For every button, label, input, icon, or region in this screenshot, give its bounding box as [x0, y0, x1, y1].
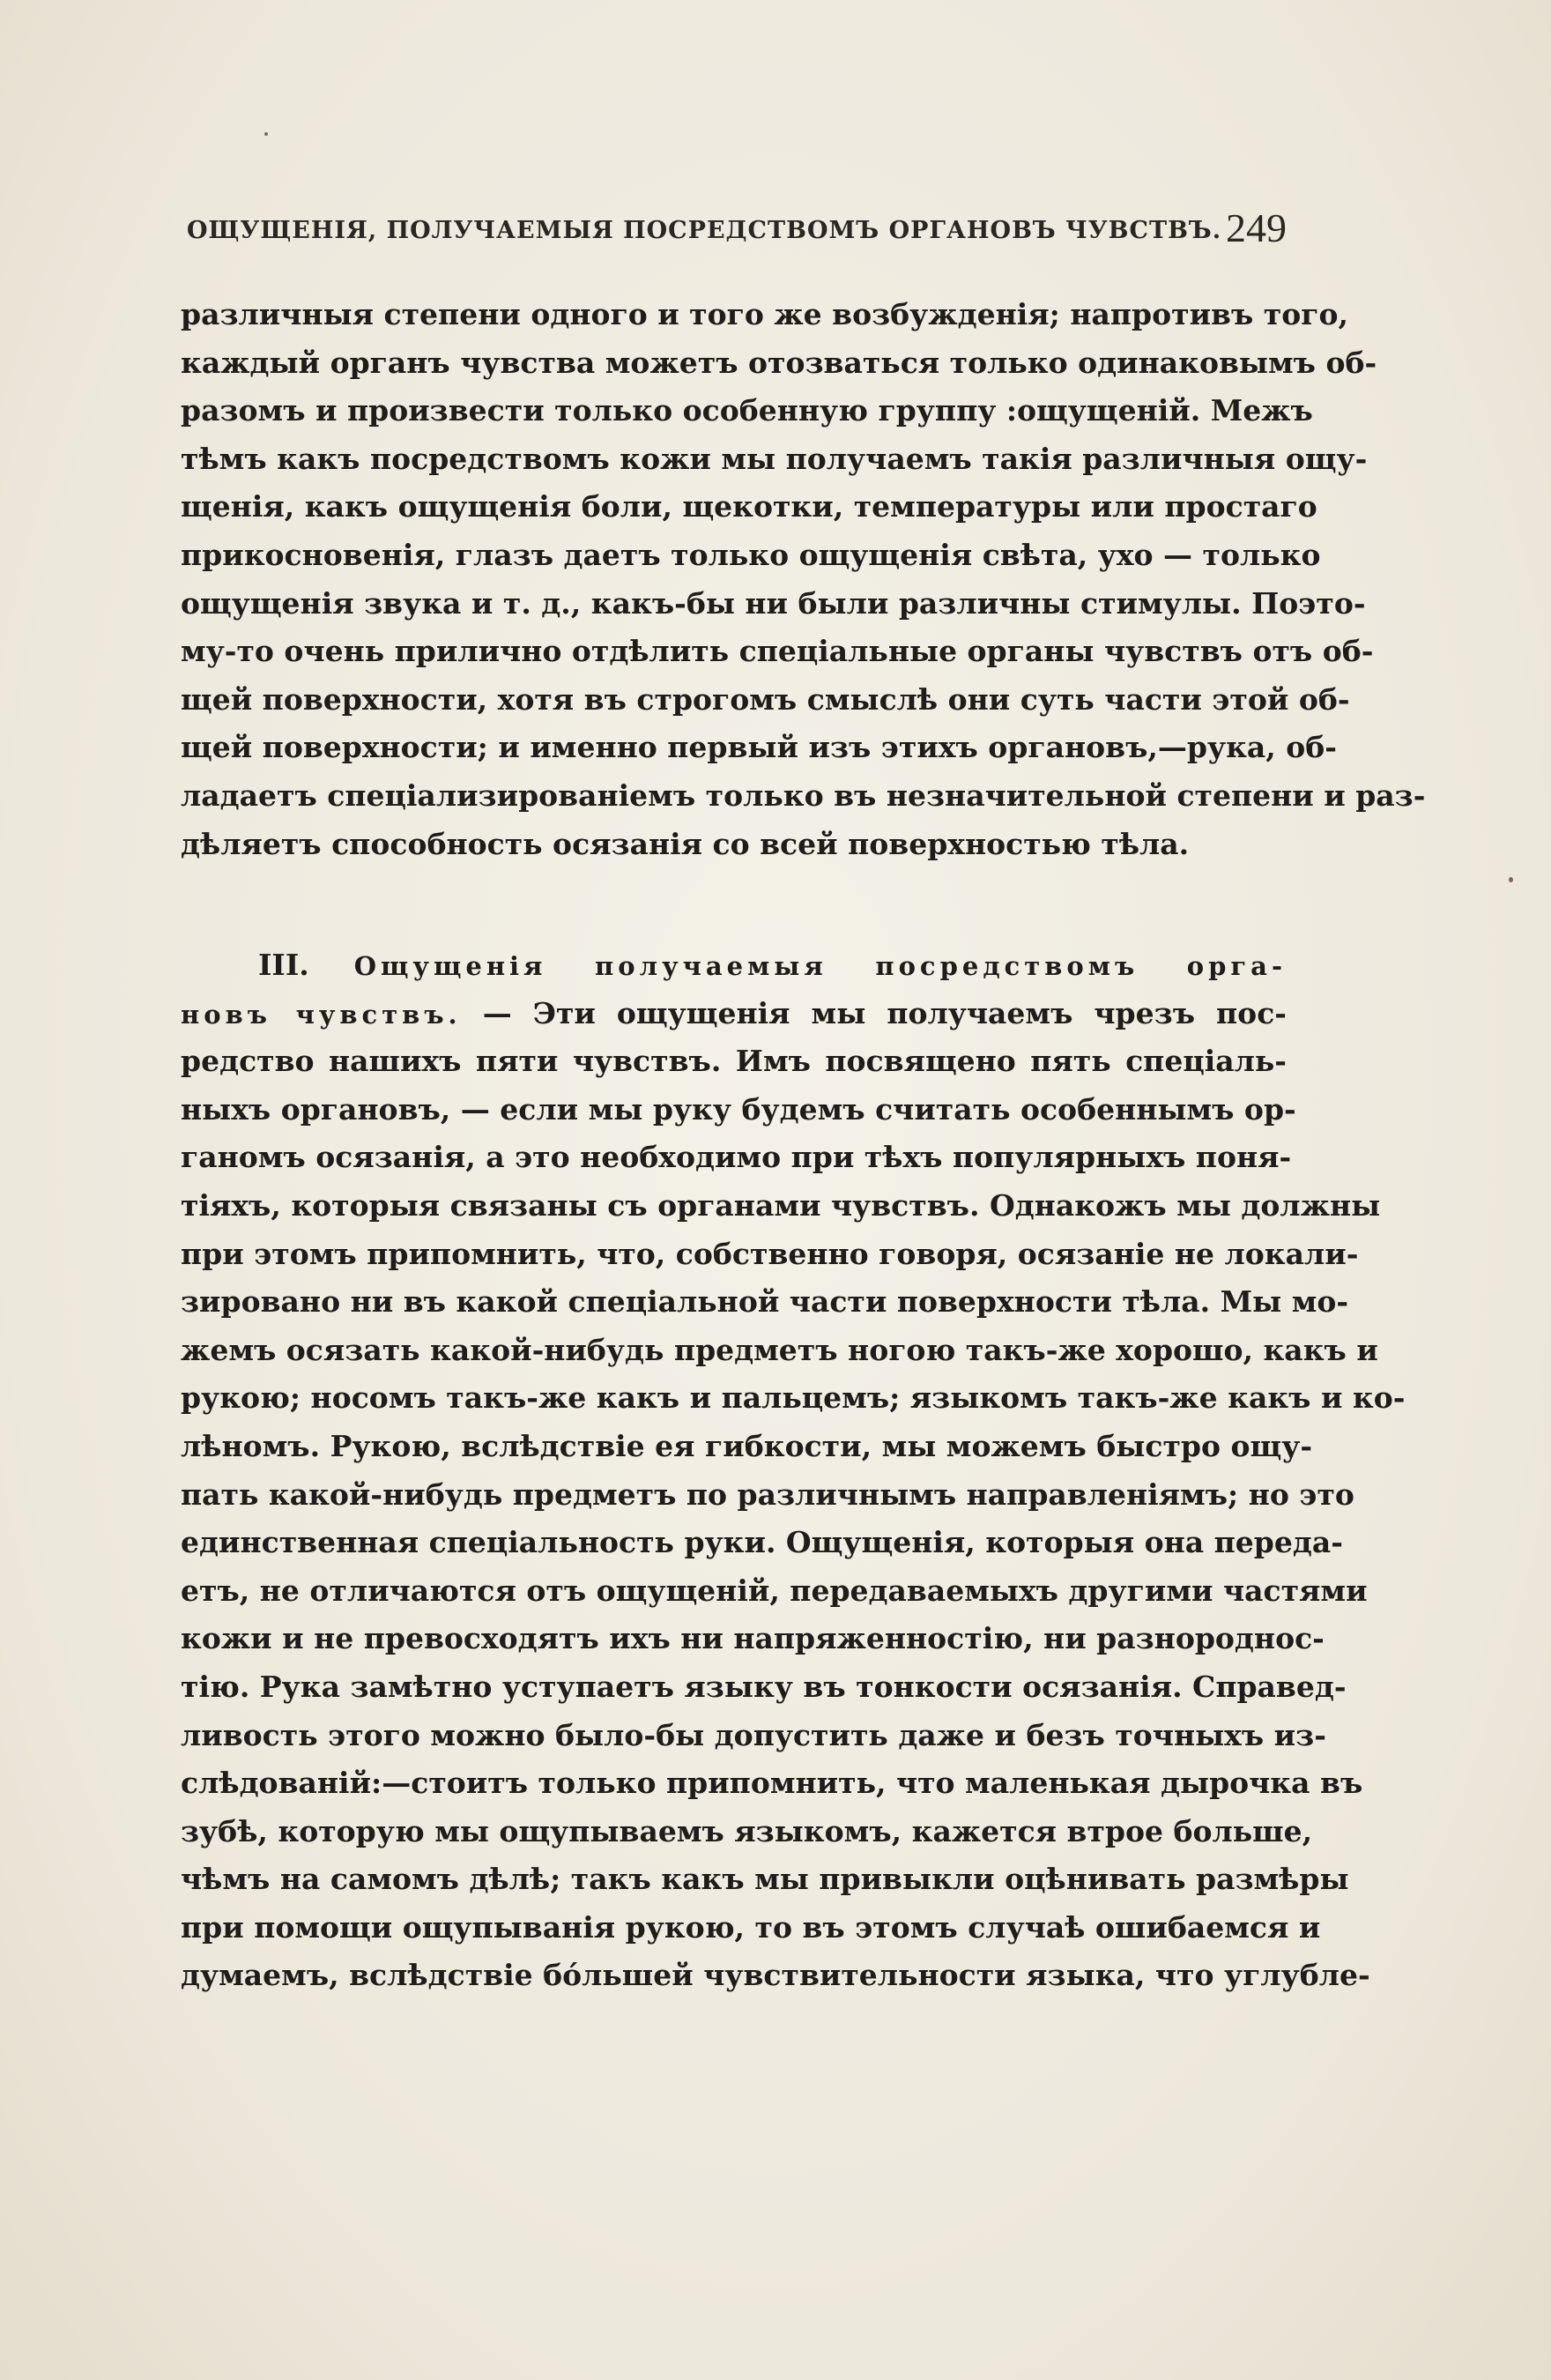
scan-speck: [264, 132, 268, 136]
scan-speck: [1509, 877, 1513, 882]
text-line: етъ, не отличаются отъ ощущеній, передаваемыхъ другими частями: [181, 1573, 1368, 1608]
text-line: рукою; носомъ такъ-же какъ и пальцемъ; языкомъ такъ-же какъ и ко-: [181, 1380, 1406, 1416]
text-line: чѣмъ на самомъ дѣлѣ; такъ какъ мы привыкли оцѣнивать размѣры: [181, 1862, 1349, 1897]
text-line: [181, 990, 1287, 1038]
text-line: зировано ни въ какой спеціальной части поверхности тѣла. Мы мо-: [181, 1284, 1349, 1320]
text-line: пать какой-нибудь предметъ по различнымъ направленіямъ; но это: [181, 1476, 1354, 1512]
text-fragment: — Эти ощущенія мы получаемъ чрезъ пос-: [482, 995, 1287, 1030]
text-line: зубѣ, которую мы ощупываемъ языкомъ, кажется втрое больше,: [181, 1813, 1313, 1848]
text-line: тію. Рука замѣтно уступаетъ языку въ тонкости осязанія. Справед-: [181, 1669, 1347, 1704]
page-header: [187, 205, 1287, 257]
section-title-continued: новъ чувствъ.: [181, 999, 462, 1030]
paragraph-2: [181, 941, 1406, 2000]
text-line: единственная спеціальность руки. Ощущенія, которыя она переда-: [181, 1525, 1343, 1560]
text-line: думаемъ, вслѣдствіе бо́льшей чувствительности языка, что углубле-: [181, 1958, 1370, 1993]
text-line: му-то очень прилично отдѣлить спеціальные органы чувствъ отъ об-: [181, 634, 1374, 669]
page-number: 249: [1226, 205, 1287, 250]
text-line: каждый органъ чувства можетъ отозваться только одинаковымъ об-: [181, 345, 1377, 380]
text-line: при этомъ припомнить, что, собственно говоря, осязаніе не локали-: [181, 1236, 1359, 1271]
text-line: щей поверхности, хотя въ строгомъ смыслѣ они суть части этой об-: [181, 681, 1350, 717]
section-heading-line: [181, 941, 1287, 990]
text-line: жемъ осязать какой-нибудь предметъ ногою такъ-же хорошо, какъ и: [181, 1332, 1378, 1367]
text-line: слѣдованій:—стоитъ только припомнить, что маленькая дырочка въ: [181, 1766, 1363, 1801]
text-line: разомъ и произвести только особенную группу :ощущеній. Межъ: [181, 393, 1313, 428]
text-line: щей поверхности; и именно первый изъ этихъ органовъ,—рука, об-: [181, 730, 1337, 765]
text-line: лѣномъ. Рукою, вслѣдствіе ея гибкости, мы можемъ быстро ощу-: [181, 1428, 1313, 1463]
text-line: ныхъ органовъ, — если мы руку будемъ считать особеннымъ ор-: [181, 1091, 1296, 1127]
section-title: Ощущенія получаемыя посредствомъ орга-: [353, 951, 1287, 981]
text-line: тіяхъ, которыя связаны съ органами чувствъ. Однакожъ мы должны: [181, 1187, 1381, 1223]
text-line: тѣмъ какъ посредствомъ кожи мы получаемъ такія различныя ощу-: [181, 441, 1368, 476]
text-line: при помощи ощупыванія рукою, то въ этомъ случаѣ ошибаемся и: [181, 1909, 1321, 1945]
text-line: прикосновенія, глазъ даетъ только ощущенія свѣта, ухо — только: [181, 537, 1321, 572]
text-line: ладаетъ спеціализированіемъ только въ незначительной степени и раз-: [181, 777, 1426, 813]
text-line: редство нашихъ пяти чувствъ. Имъ посвящено пять спеціаль-: [181, 1044, 1287, 1079]
text-line: различныя степени одного и того же возбужденія; напротивъ того,: [181, 297, 1348, 331]
text-line: ощущенія звука и т. д., какъ-бы ни были различны стимулы. Поэто-: [181, 585, 1366, 621]
text-line: щенія, какъ ощущенія боли, щекотки, температуры или простаго: [181, 489, 1317, 524]
text-line: кожи и не превосходятъ ихъ ни напряженностію, ни разнороднос-: [181, 1621, 1325, 1656]
text-line: ганомъ осязанія, а это необходимо при тѣхъ популярныхъ поня-: [181, 1140, 1292, 1175]
running-head: ОЩУЩЕНІЯ, ПОЛУЧАЕМЫЯ ПОСРЕДСТВОМЪ ОРГАНОВЪ ЧУВСТВЪ.: [187, 217, 1222, 244]
text-line: дѣляетъ способность осязанія со всей поверхностью тѣла.: [181, 826, 1190, 861]
section-number: III.: [258, 948, 309, 982]
paragraph-1: [181, 291, 1426, 868]
text-line: ливость этого можно было-бы допустить даже и безъ точныхъ из-: [181, 1717, 1326, 1752]
